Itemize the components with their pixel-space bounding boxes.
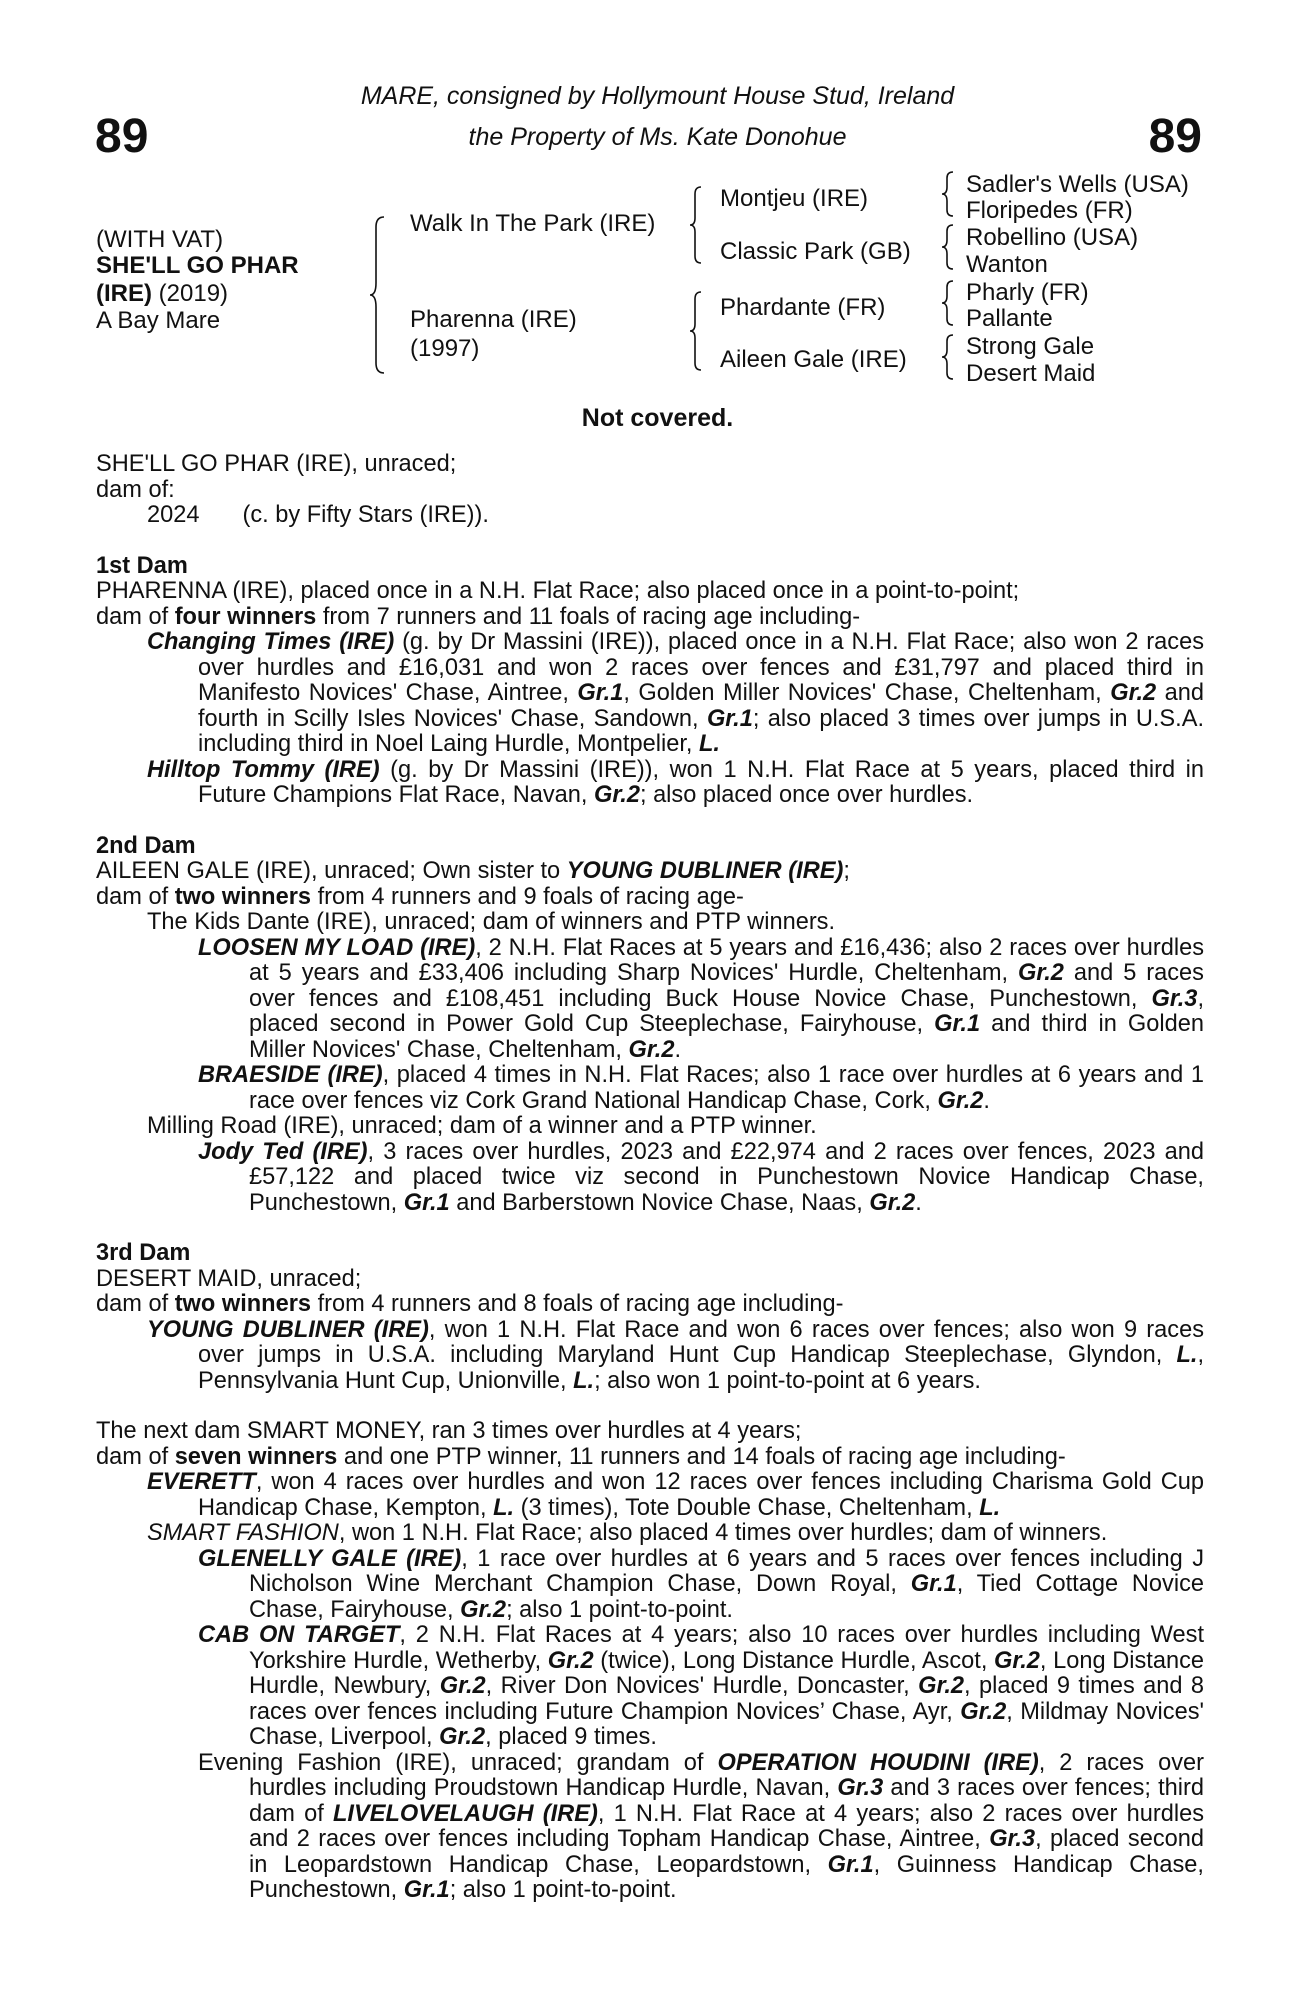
second-dam-grand-entry: Jody Ted (IRE), 3 races over hurdles, 2023 and £22,974 and 2 races over fences, 2023 and £57,122 and placed twice viz second in Punchestown Novice Handicap Chase, Punchestown, Gr.1 and Barberstown Novice Chase, Naas, Gr.2.	[198, 1138, 1204, 1216]
third-dam-heading: 3rd Dam	[96, 1240, 191, 1266]
dam-sire: Phardante (FR)	[720, 294, 886, 321]
first-dam-heading: 1st Dam	[96, 552, 188, 579]
pedigree-brace-dam	[688, 290, 704, 372]
dam-year: (1997)	[410, 335, 480, 362]
horse-year: (2019)	[158, 280, 229, 307]
consignor-line: MARE, consigned by Hollymount House Stud, Ireland	[360, 82, 955, 110]
second-dam-produce: dam of two winners from 4 runners and 9 foals of racing age-	[96, 883, 744, 910]
horse-origin-year	[96, 282, 228, 306]
next-dam-grand-entry: CAB ON TARGET, 2 N.H. Flat Races at 4 years; also 10 races over hurdles including West Yorkshire Hurdle, Wetherby, Gr.2 (twice), Long Distance Hurdle, Ascot, Gr.2, Long Distance Hurdle, Newbury, Gr.2, River Don Novices' Hurdle, Doncaster, Gr.2, placed 9 times and 8 races over fences including Future Champion Novices’ Chase, Ayr, Gr.2, Mildmay Novices' Chase, Liverpool, Gr.2, placed 9 times.	[198, 1622, 1205, 1750]
sire-dam: Classic Park (GB)	[720, 238, 911, 265]
offspring-year: 2024	[147, 502, 200, 528]
pedigree-brace-g4	[940, 333, 956, 381]
granddam-4: Wanton	[966, 251, 1048, 278]
pedigree-brace-g1	[940, 170, 956, 218]
offspring-entry	[96, 503, 1204, 529]
third-dam-entry: YOUNG DUBLINER (IRE), won 1 N.H. Flat Race and won 6 races over fences; also won 9 races over jumps in U.S.A. including Maryland Hunt Cup Handicap Steeplechase, Glyndon, L., Pennsylvania Hunt Cup, Unionville, L.; also won 1 point-to-point at 6 years.	[147, 1316, 1204, 1394]
intro-dam-of: dam of:	[96, 476, 175, 503]
first-dam-entry: Changing Times (IRE) (g. by Dr Massini (IRE)), placed once in a N.H. Flat Race; also won 2 races over hurdles and £16,031 and won 2 races over fences and £31,797 and placed third in Manifesto Novices' Chase, Aintree, Gr.1, Golden Miller Novices' Chase, Cheltenham, Gr.2 and fourth in Scilly Isles Novices' Chase, Sandown, Gr.1; also placed 3 times over jumps in U.S.A. including third in Noel Laing Hurdle, Montpelier, L.	[147, 629, 1205, 757]
intro-line: SHE'LL GO PHAR (IRE), unraced;	[96, 451, 457, 477]
covering-status: Not covered.	[581, 404, 734, 432]
grandsire-5: Pharly (FR)	[966, 279, 1089, 306]
next-dam-entry: EVERETT, won 4 races over hurdles and won 12 races over fences including Charisma Gold Cup Handicap Chase, Kempton, L. (3 times), Tote Double Chase, Cheltenham, L.	[147, 1469, 1204, 1521]
third-dam-line: DESERT MAID, unraced;	[96, 1265, 362, 1292]
second-dam-heading: 2nd Dam	[96, 832, 196, 859]
sire: Walk In The Park (IRE)	[410, 210, 656, 237]
first-dam-line: PHARENNA (IRE), placed once in a N.H. Flat Race; also placed once in a point-to-point;	[96, 578, 1020, 604]
next-dam-line: The next dam SMART MONEY, ran 3 times over hurdles at 4 years;	[96, 1418, 802, 1444]
second-dam-grand-entry: BRAESIDE (IRE), placed 4 times in N.H. Flat Races; also 1 race over hurdles at 6 years and 1 race over fences viz Cork Grand National Handicap Chase, Cork, Gr.2.	[198, 1062, 1204, 1114]
dam: Pharenna (IRE)	[410, 306, 577, 333]
horse-description: A Bay Mare	[96, 307, 221, 334]
granddam-8: Desert Maid	[966, 360, 1096, 387]
first-dam-entry: Hilltop Tommy (IRE) (g. by Dr Massini (IRE)), won 1 N.H. Flat Race at 5 years, placed third in Future Champions Flat Race, Navan, Gr.2; also placed once over hurdles.	[147, 756, 1204, 808]
pedigree-brace-main	[368, 215, 388, 375]
grandsire-7: Strong Gale	[966, 333, 1095, 360]
next-dam-grand-entry: GLENELLY GALE (IRE), 1 race over hurdles at 6 years and 5 races over fences including J Nicholson Wine Merchant Champion Chase, Down Royal, Gr.1, Tied Cottage Novice Chase, Fairyhouse, Gr.2; also 1 point-to-point.	[198, 1545, 1204, 1623]
next-dam-daughter: SMART FASHION, won 1 N.H. Flat Race; also placed 4 times over hurdles; dam of winners.	[147, 1520, 1108, 1546]
next-dam-grand-daughter: Evening Fashion (IRE), unraced; grandam of OPERATION HOUDINI (IRE), 2 races over hurdles including Proudstown Handicap Hurdle, Navan, Gr.3 and 3 races over fences; third dam of LIVELOVELAUGH (IRE), 1 N.H. Flat Race at 4 years; also 2 races over hurdles and 2 races over fences including Topham Handicap Chase, Aintree, Gr.3, placed second in Leopardstown Handicap Chase, Leopardstown, Gr.1, Guinness Handicap Chase, Punchestown, Gr.1; also 1 point-to-point.	[198, 1749, 1205, 1903]
second-dam-grand-entry: LOOSEN MY LOAD (IRE), 2 N.H. Flat Races at 5 years and £16,436; also 2 races over hurdles at 5 years and £33,406 including Sharp Novices' Hurdle, Cheltenham, Gr.2 and 5 races over fences and £108,451 including Buck House Novice Chase, Punchestown, Gr.3, placed second in Power Gold Cup Steeplechase, Fairyhouse, Gr.1 and third in Golden Miller Novices' Chase, Cheltenham, Gr.2.	[198, 934, 1204, 1063]
second-dam-line: AILEEN GALE (IRE), unraced; Own sister to YOUNG DUBLINER (IRE);	[96, 858, 850, 884]
granddam-6: Pallante	[966, 305, 1053, 332]
catalogue-body	[96, 452, 1204, 1904]
grandsire-3: Robellino (USA)	[966, 224, 1139, 251]
second-dam-daughter: The Kids Dante (IRE), unraced; dam of winners and PTP winners.	[147, 909, 836, 935]
horse-name: SHE'LL GO PHAR	[96, 252, 299, 279]
property-line: the Property of Ms. Kate Donohue	[468, 123, 847, 151]
pedigree-brace-g3	[940, 279, 956, 327]
next-dam-produce: dam of seven winners and one PTP winner, 11 runners and 14 foals of racing age including-	[96, 1443, 1066, 1470]
sire-sire: Montjeu (IRE)	[720, 185, 869, 212]
lot-number: 89	[95, 110, 149, 163]
horse-origin: (IRE)	[96, 280, 152, 307]
pedigree-brace-g2	[940, 223, 956, 271]
vat-label: (WITH VAT)	[96, 226, 224, 253]
first-dam-produce: dam of four winners from 7 runners and 11 foals of racing age including-	[96, 603, 861, 630]
offspring-desc: (c. by Fifty Stars (IRE)).	[242, 502, 489, 528]
granddam-2: Floripedes (FR)	[966, 197, 1133, 224]
dam-dam: Aileen Gale (IRE)	[720, 346, 907, 373]
second-dam-daughter: Milling Road (IRE), unraced; dam of a winner and a PTP winner.	[147, 1113, 817, 1139]
pedigree-brace-sire	[688, 185, 704, 265]
grandsire-1: Sadler's Wells (USA)	[966, 171, 1189, 198]
lot-number-right: 89	[1148, 110, 1202, 163]
third-dam-produce: dam of two winners from 4 runners and 8 foals of racing age including-	[96, 1291, 844, 1317]
